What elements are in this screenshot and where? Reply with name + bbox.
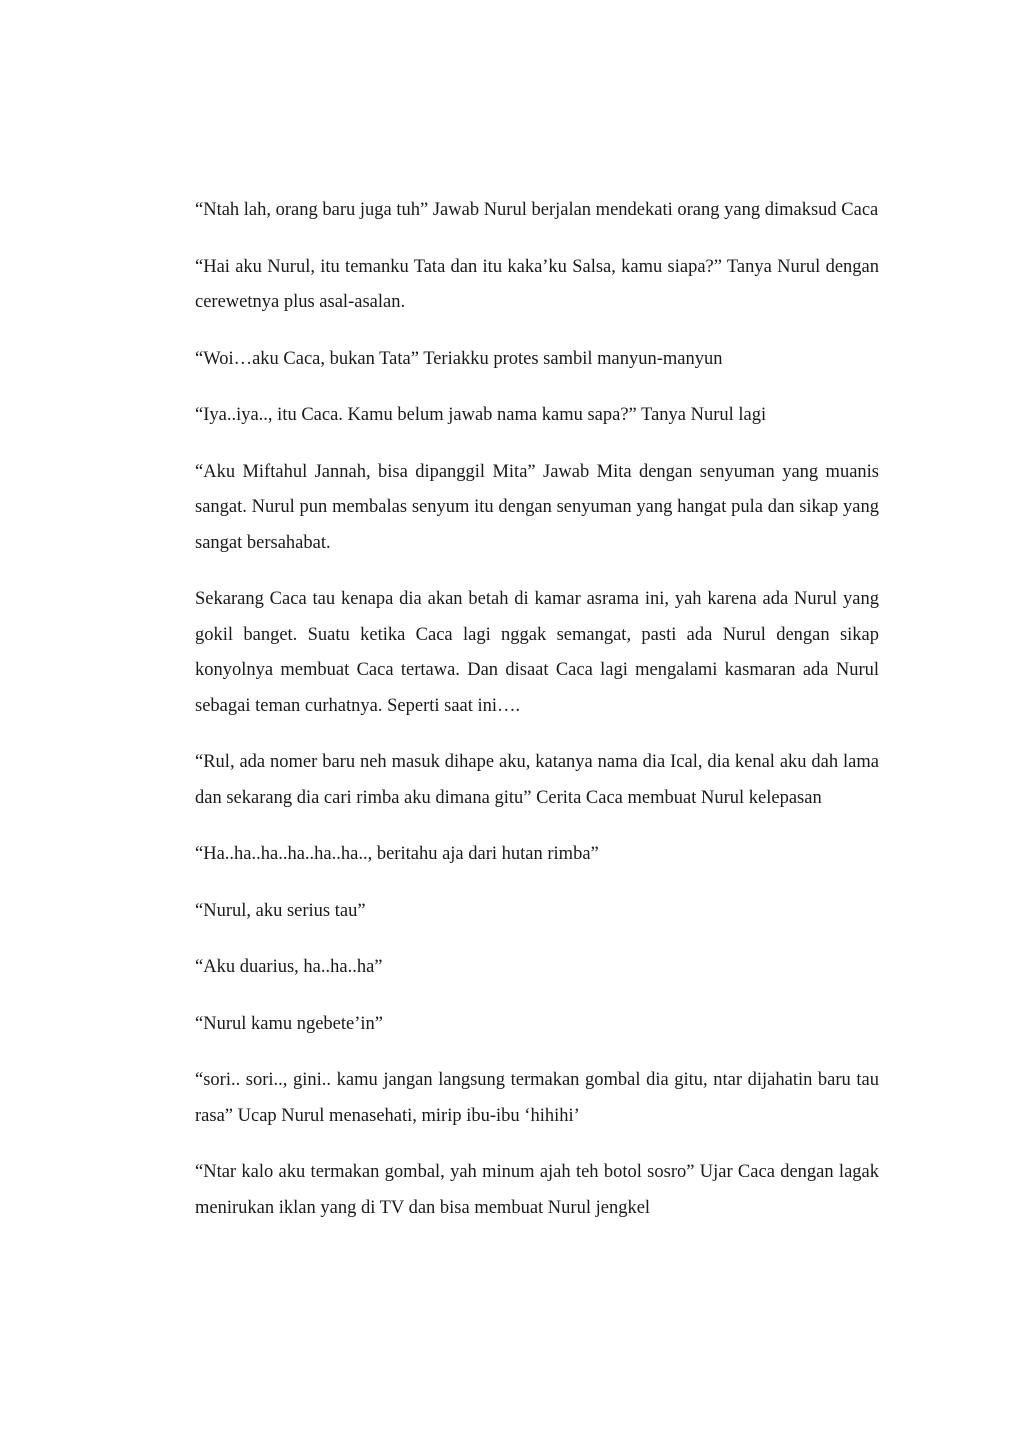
paragraph-11: “Nurul kamu ngebete’in” [195,1013,384,1034]
paragraph-8: “Ha..ha..ha..ha..ha..ha.., beritahu aja dari hutan rimba” [195,844,599,864]
paragraph-6: Sekarang Caca tau kenapa dia akan betah di kamar asrama ini, yah karena ada Nurul yang gokil banget. Suatu ketika Caca lagi nggak semangat, pasti ada Nurul dengan sikap konyolnya membuat Caca tertawa. Dan disaat Caca lagi mengalami kasmaran ada Nurul sebagai teman curhatnya. Seperti saat ini…. [195,589,879,716]
paragraph-2: “Hai aku Nurul, itu temanku Tata dan itu kaka’ku Salsa, kamu siapa?” Tanya Nurul dengan cerewetnya plus asal-asalan. [195,256,879,312]
paragraph-10: “Aku duarius, ha..ha..ha” [195,957,383,977]
paragraph-12: “sori.. sori.., gini.. kamu jangan langsung termakan gombal dia gitu, ntar dijahatin baru tau rasa” Ucap Nurul menasehati, mirip ibu-ibu ‘hihihi’ [195,1070,879,1126]
paragraph-1: “Ntah lah, orang baru juga tuh” Jawab Nurul berjalan mendekati orang yang dimaksud Caca [195,200,879,220]
paragraph-9: “Nurul, aku serius tau” [195,900,366,921]
paragraph-5: “Aku Miftahul Jannah, bisa dipanggil Mita” Jawab Mita dengan senyuman yang muanis sangat. Nurul pun membalas senyum itu dengan senyuman yang hangat pula dan sikap yang sangat bersahabat. [195,461,879,553]
paragraph-13: “Ntar kalo aku termakan gombal, yah minum ajah teh botol sosro” Ujar Caca dengan lagak menirukan iklan yang di TV dan bisa membuat Nurul jengkel [195,1162,879,1218]
document-body [195,193,879,1247]
paragraph-3: “Woi…aku Caca, bukan Tata” Teriakku protes sambil manyun-manyun [195,348,723,369]
paragraph-7: “Rul, ada nomer baru neh masuk dihape aku, katanya nama dia Ical, dia kenal aku dah lama dan sekarang dia cari rimba aku dimana gitu” Cerita Caca membuat Nurul kelepasan [195,752,879,808]
paragraph-4: “Iya..iya.., itu Caca. Kamu belum jawab nama kamu sapa?” Tanya Nurul lagi [195,405,767,425]
